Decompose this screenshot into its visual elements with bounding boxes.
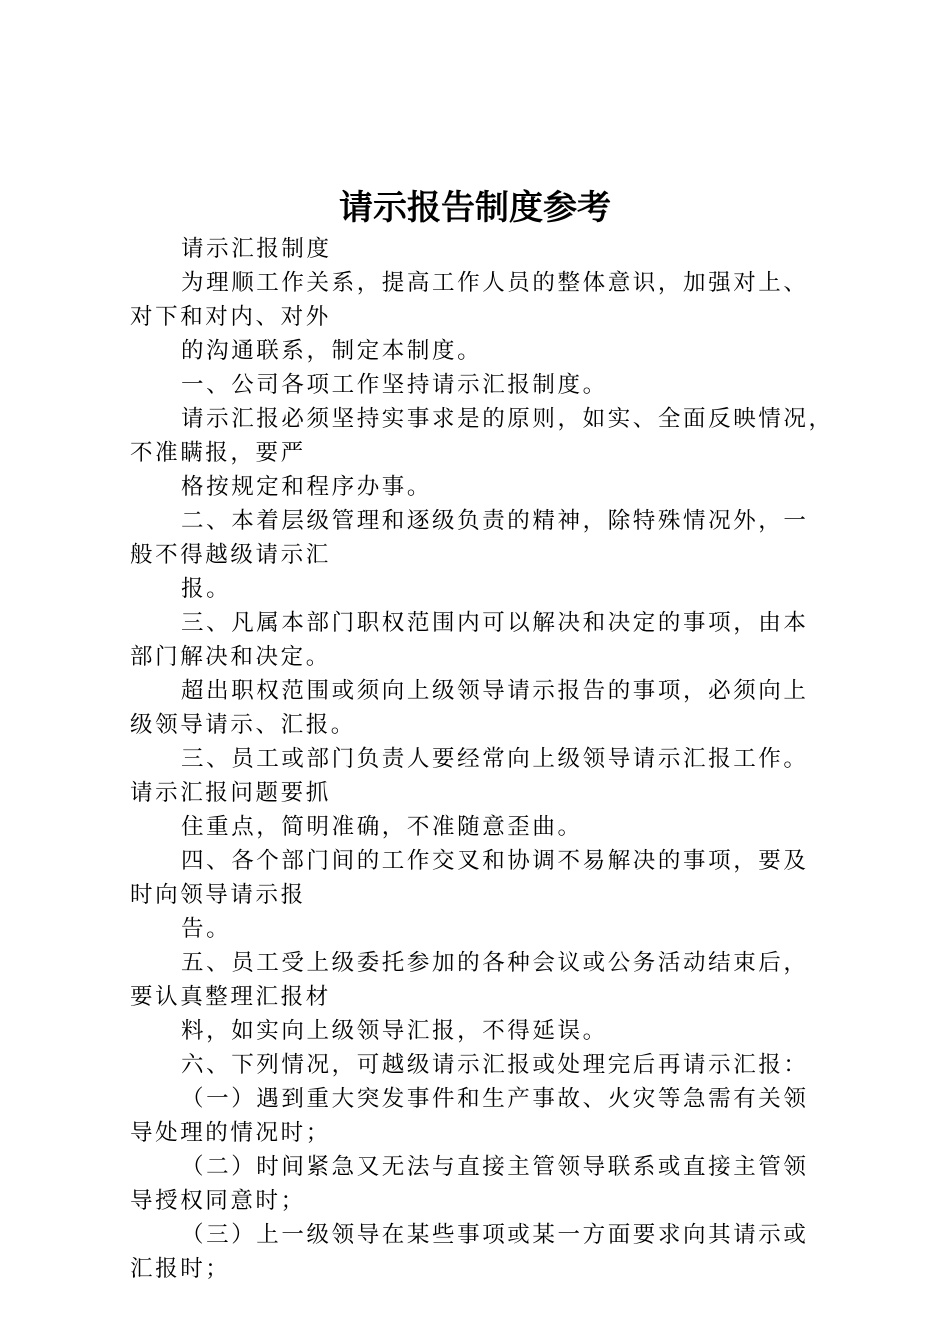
- body-line: 不准瞒报，要严: [130, 440, 306, 466]
- body-line: （一）遇到重大突发事件和生产事故、火灾等急需有关领: [181, 1086, 809, 1112]
- body-line: 一、公司各项工作坚持请示汇报制度。: [181, 372, 608, 398]
- body-line: 请示汇报必须坚持实事求是的原则，如实、全面反映情况，: [181, 406, 834, 432]
- body-line: 料，如实向上级领导汇报，不得延误。: [181, 1018, 608, 1044]
- body-line: 超出职权范围或须向上级领导请示报告的事项，必须向上: [181, 678, 809, 704]
- body-line: 对下和对内、对外: [130, 304, 331, 330]
- body-line: 请示汇报问题要抓: [130, 780, 331, 806]
- body-line: 三、凡属本部门职权范围内可以解决和决定的事项，由本: [181, 610, 809, 636]
- body-line: 部门解决和决定。: [130, 644, 331, 670]
- body-line: （三）上一级领导在某些事项或某一方面要求向其请示或: [181, 1222, 809, 1248]
- body-line: 住重点，简明准确，不准随意歪曲。: [181, 814, 583, 840]
- body-line: 三、员工或部门负责人要经常向上级领导请示汇报工作。: [181, 746, 809, 772]
- body-line: 级领导请示、汇报。: [130, 712, 356, 738]
- body-line: 格按规定和程序办事。: [181, 474, 433, 500]
- body-line: 五、员工受上级委托参加的各种会议或公务活动结束后，: [181, 950, 809, 976]
- body-line: 为理顺工作关系，提高工作人员的整体意识，加强对上、: [181, 270, 809, 296]
- body-line: 要认真整理汇报材: [130, 984, 331, 1010]
- document-body: [130, 232, 835, 1286]
- body-line: 般不得越级请示汇: [130, 542, 331, 568]
- body-line: 请示汇报制度: [181, 236, 332, 262]
- body-line: 时向领导请示报: [130, 882, 306, 908]
- body-line: 导处理的情况时；: [130, 1120, 331, 1146]
- body-line: 报。: [181, 576, 232, 602]
- body-line: 的沟通联系，制定本制度。: [181, 338, 483, 364]
- body-line: 二、本着层级管理和逐级负责的精神，除特殊情况外，一: [181, 508, 809, 534]
- document-title: 请示报告制度参考: [339, 188, 611, 228]
- body-line: 四、各个部门间的工作交叉和协调不易解决的事项，要及: [181, 848, 809, 874]
- body-line: 告。: [181, 916, 232, 942]
- body-line: 六、下列情况，可越级请示汇报或处理完后再请示汇报：: [181, 1052, 809, 1078]
- body-line: （二）时间紧急又无法与直接主管领导联系或直接主管领: [181, 1154, 809, 1180]
- body-line: 导授权同意时；: [130, 1188, 306, 1214]
- body-line: 汇报时；: [130, 1256, 231, 1282]
